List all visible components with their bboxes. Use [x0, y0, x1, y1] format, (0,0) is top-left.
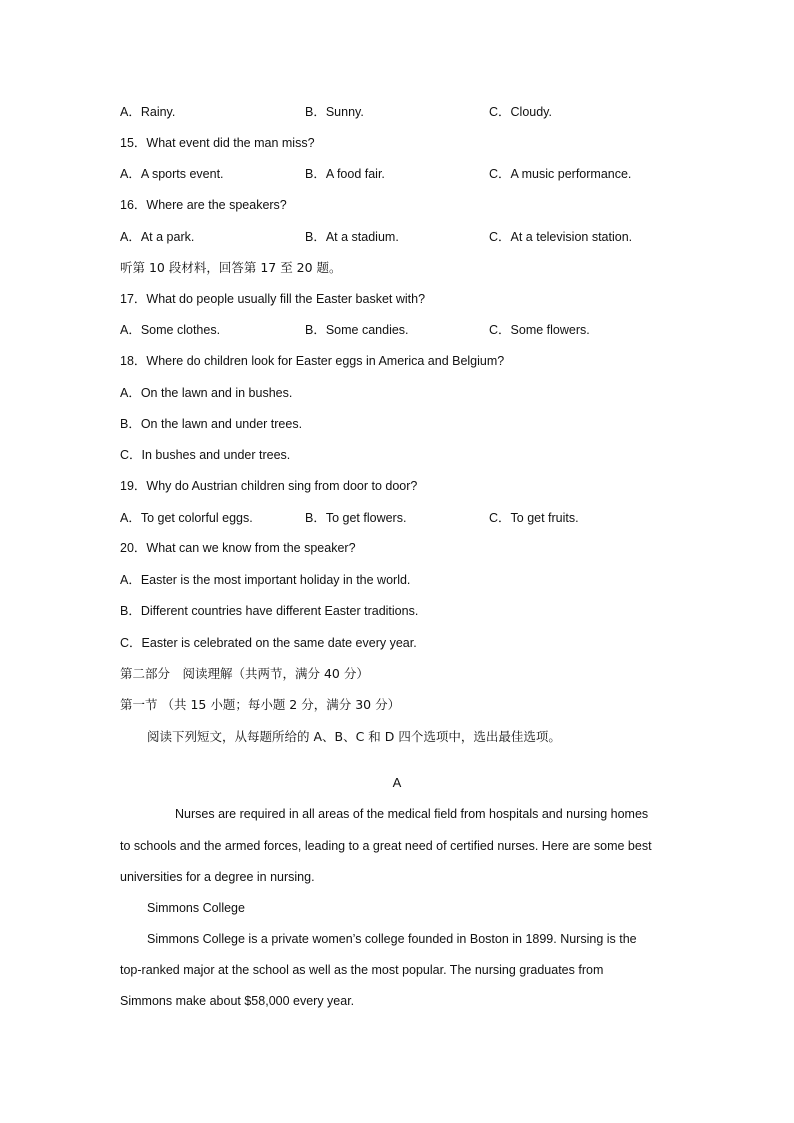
q15-stem: 15．What event did the man miss? — [120, 136, 315, 150]
q17-option-a: A．Some clothes. — [120, 323, 221, 337]
listening-section-10-instruction: 听第 10 段材料，回答第 17 至 20 题。 — [120, 260, 342, 275]
q20-option-b: B．Different countries have different Easter traditions. — [120, 604, 419, 618]
q14-option-c: C．Cloudy. — [489, 105, 552, 119]
passage-paragraph-1-line-3: universities for a degree in nursing. — [120, 870, 315, 884]
q17-option-b: B．Some candies. — [305, 323, 409, 337]
q16-option-c: C．At a television station. — [489, 230, 633, 244]
q16-option-a: A．At a park. — [120, 230, 195, 244]
q14-option-b: B．Sunny. — [305, 105, 364, 119]
passage-paragraph-2-line-3: Simmons make about $58,000 every year. — [120, 994, 355, 1008]
passage-paragraph-1-line-1: Nurses are required in all areas of the medical field from hospitals and nursing homes — [175, 807, 649, 821]
q19-stem: 19．Why do Austrian children sing from door to door? — [120, 479, 418, 493]
q14-option-a: A．Rainy. — [120, 105, 176, 119]
section-one-heading: 第一节 （共 15 小题；每小题 2 分，满分 30 分） — [120, 697, 401, 712]
q19-option-a: A．To get colorful eggs. — [120, 511, 253, 525]
reading-instructions: 阅读下列短文，从每题所给的 A、B、C 和 D 四个选项中，选出最佳选项。 — [147, 729, 561, 744]
q18-option-b: B．On the lawn and under trees. — [120, 417, 303, 431]
passage-paragraph-2-line-2: top-ranked major at the school as well as the most popular. The nursing graduates from — [120, 963, 604, 977]
q19-option-c: C．To get fruits. — [489, 511, 579, 525]
part-two-heading: 第二部分 阅读理解（共两节，满分 40 分） — [120, 666, 369, 681]
q20-option-a: A．Easter is the most important holiday in the world. — [120, 573, 411, 587]
q15-option-c: C．A music performance. — [489, 167, 632, 181]
passage-title: A — [392, 775, 402, 790]
q19-option-b: B．To get flowers. — [305, 511, 407, 525]
q18-stem: 18．Where do children look for Easter eggs in America and Belgium? — [120, 354, 505, 368]
passage-paragraph-2-line-1: Simmons College is a private women’s college founded in Boston in 1899. Nursing is the — [147, 932, 637, 946]
q15-option-a: A．A sports event. — [120, 167, 224, 181]
q17-option-c: C．Some flowers. — [489, 323, 590, 337]
q18-option-c: C．In bushes and under trees. — [120, 448, 291, 462]
q16-stem: 16．Where are the speakers? — [120, 198, 287, 212]
passage-subheading: Simmons College — [147, 901, 245, 915]
q20-option-c: C．Easter is celebrated on the same date every year. — [120, 636, 417, 650]
q20-stem: 20．What can we know from the speaker? — [120, 541, 356, 555]
q16-option-b: B．At a stadium. — [305, 230, 399, 244]
passage-paragraph-1-line-2: to schools and the armed forces, leading to a great need of certified nurses. Here are some best — [120, 839, 652, 853]
q15-option-b: B．A food fair. — [305, 167, 385, 181]
q17-stem: 17．What do people usually fill the Easter basket with? — [120, 292, 426, 306]
q18-option-a: A．On the lawn and in bushes. — [120, 386, 293, 400]
